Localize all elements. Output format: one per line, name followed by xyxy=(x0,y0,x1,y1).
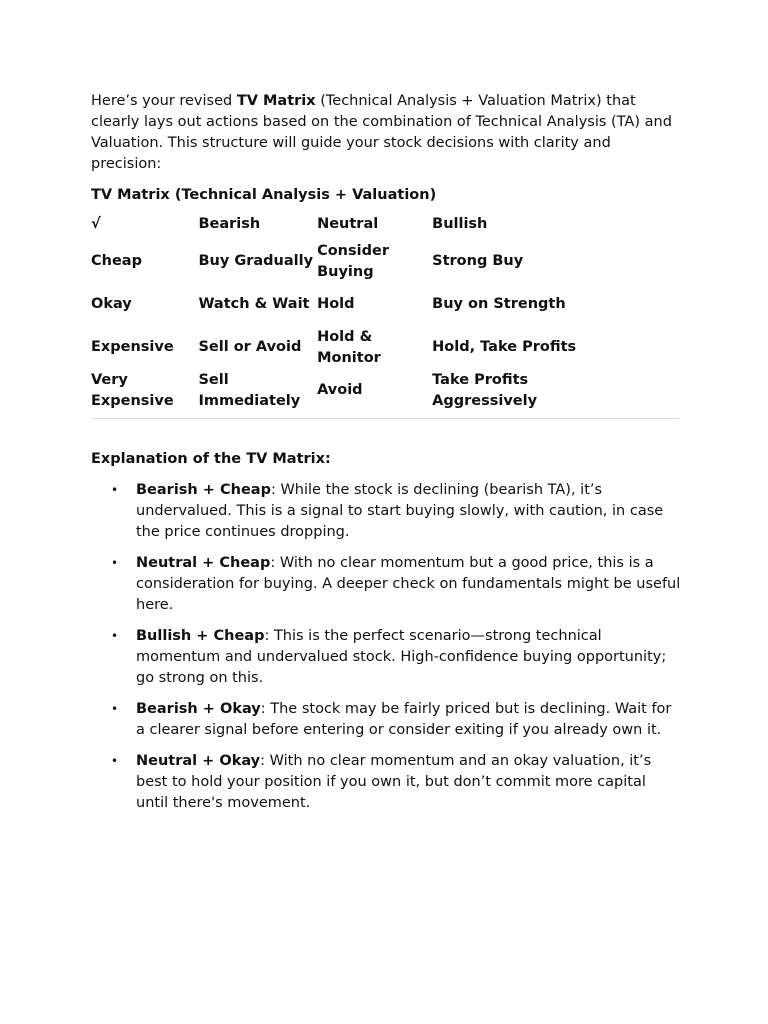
table-cell: Sell Immediately xyxy=(198,371,301,409)
table-cell: Strong Buy xyxy=(432,253,524,269)
intro-paragraph xyxy=(91,91,681,175)
table-cell: Hold xyxy=(317,296,355,312)
explanation-list xyxy=(91,480,681,814)
point-text: : While the stock is declining (bearish TA), it’s undervalued. This is a signal to start buying slowly, with caution, in case the price continues dropping. xyxy=(136,482,664,540)
document-content xyxy=(91,91,681,824)
section-divider xyxy=(91,418,679,419)
table-row xyxy=(91,240,591,283)
table-cell: Take Profits Aggressively xyxy=(432,371,538,409)
header-cell-neutral: Neutral xyxy=(317,215,379,232)
table-cell: Hold & Monitor xyxy=(317,328,381,366)
table-row xyxy=(91,369,591,412)
point-text: : The stock may be fairly priced but is declining. Wait for a clearer signal before entering or consider exiting if you already own it. xyxy=(136,701,672,738)
bullet-icon: • xyxy=(111,754,119,768)
row-label-cell: Cheap xyxy=(91,253,142,269)
table-header-row xyxy=(91,208,591,240)
intro-suffix: (Technical Analysis + Valuation Matrix) that clearly lays out actions based on the combination of Technical Analysis (TA) and Valuation. This structure will guide your stock decisions with clarity and precision: xyxy=(91,93,672,172)
matrix-title: TV Matrix (Technical Analysis + Valuation) xyxy=(91,187,437,203)
point-title: Bearish + Cheap xyxy=(136,482,271,498)
bullet-icon: • xyxy=(111,483,119,497)
list-item xyxy=(91,480,681,543)
header-cell-bearish: Bearish xyxy=(198,215,261,232)
point-title: Bearish + Okay xyxy=(136,701,261,717)
point-text: : This is the perfect scenario—strong technical momentum and undervalued stock. High-confidence buying opportunity; go strong on this. xyxy=(136,628,667,686)
point-title: Neutral + Cheap xyxy=(136,555,271,571)
bullet-icon: • xyxy=(111,556,119,570)
table-cell: Avoid xyxy=(317,382,363,398)
tv-matrix-table xyxy=(91,208,591,412)
table-cell: Buy on Strength xyxy=(432,296,566,312)
table-cell: Hold, Take Profits xyxy=(432,339,577,355)
header-cell-bullish: Bullish xyxy=(432,215,488,232)
intro-bold-term: TV Matrix xyxy=(236,93,316,109)
table-row xyxy=(91,326,591,369)
explanation-title: Explanation of the TV Matrix: xyxy=(91,451,331,467)
table-cell: Watch & Wait xyxy=(198,296,310,312)
list-item xyxy=(91,751,681,814)
list-item xyxy=(91,626,681,689)
bullet-icon: • xyxy=(111,629,119,643)
list-item xyxy=(91,699,681,741)
bullet-icon: • xyxy=(111,702,119,716)
header-cell-corner: √ xyxy=(91,215,101,232)
table-row xyxy=(91,283,591,326)
row-label-cell: Very Expensive xyxy=(91,371,174,409)
point-title: Bullish + Cheap xyxy=(136,628,265,644)
list-item xyxy=(91,553,681,616)
table-cell: Buy Gradually xyxy=(198,253,314,269)
row-label-cell: Expensive xyxy=(91,339,174,355)
intro-prefix: Here’s your revised xyxy=(91,93,237,109)
table-cell: Consider Buying xyxy=(317,242,389,280)
point-title: Neutral + Okay xyxy=(136,753,261,769)
point-text: : With no clear momentum but a good price, this is a consideration for buying. A deeper check on fundamentals might be useful here. xyxy=(136,555,681,613)
table-cell: Sell or Avoid xyxy=(198,339,302,355)
row-label-cell: Okay xyxy=(91,296,132,312)
point-text: : With no clear momentum and an okay valuation, it’s best to hold your position if you own it, but don’t commit more capital until there's movement. xyxy=(136,753,652,811)
